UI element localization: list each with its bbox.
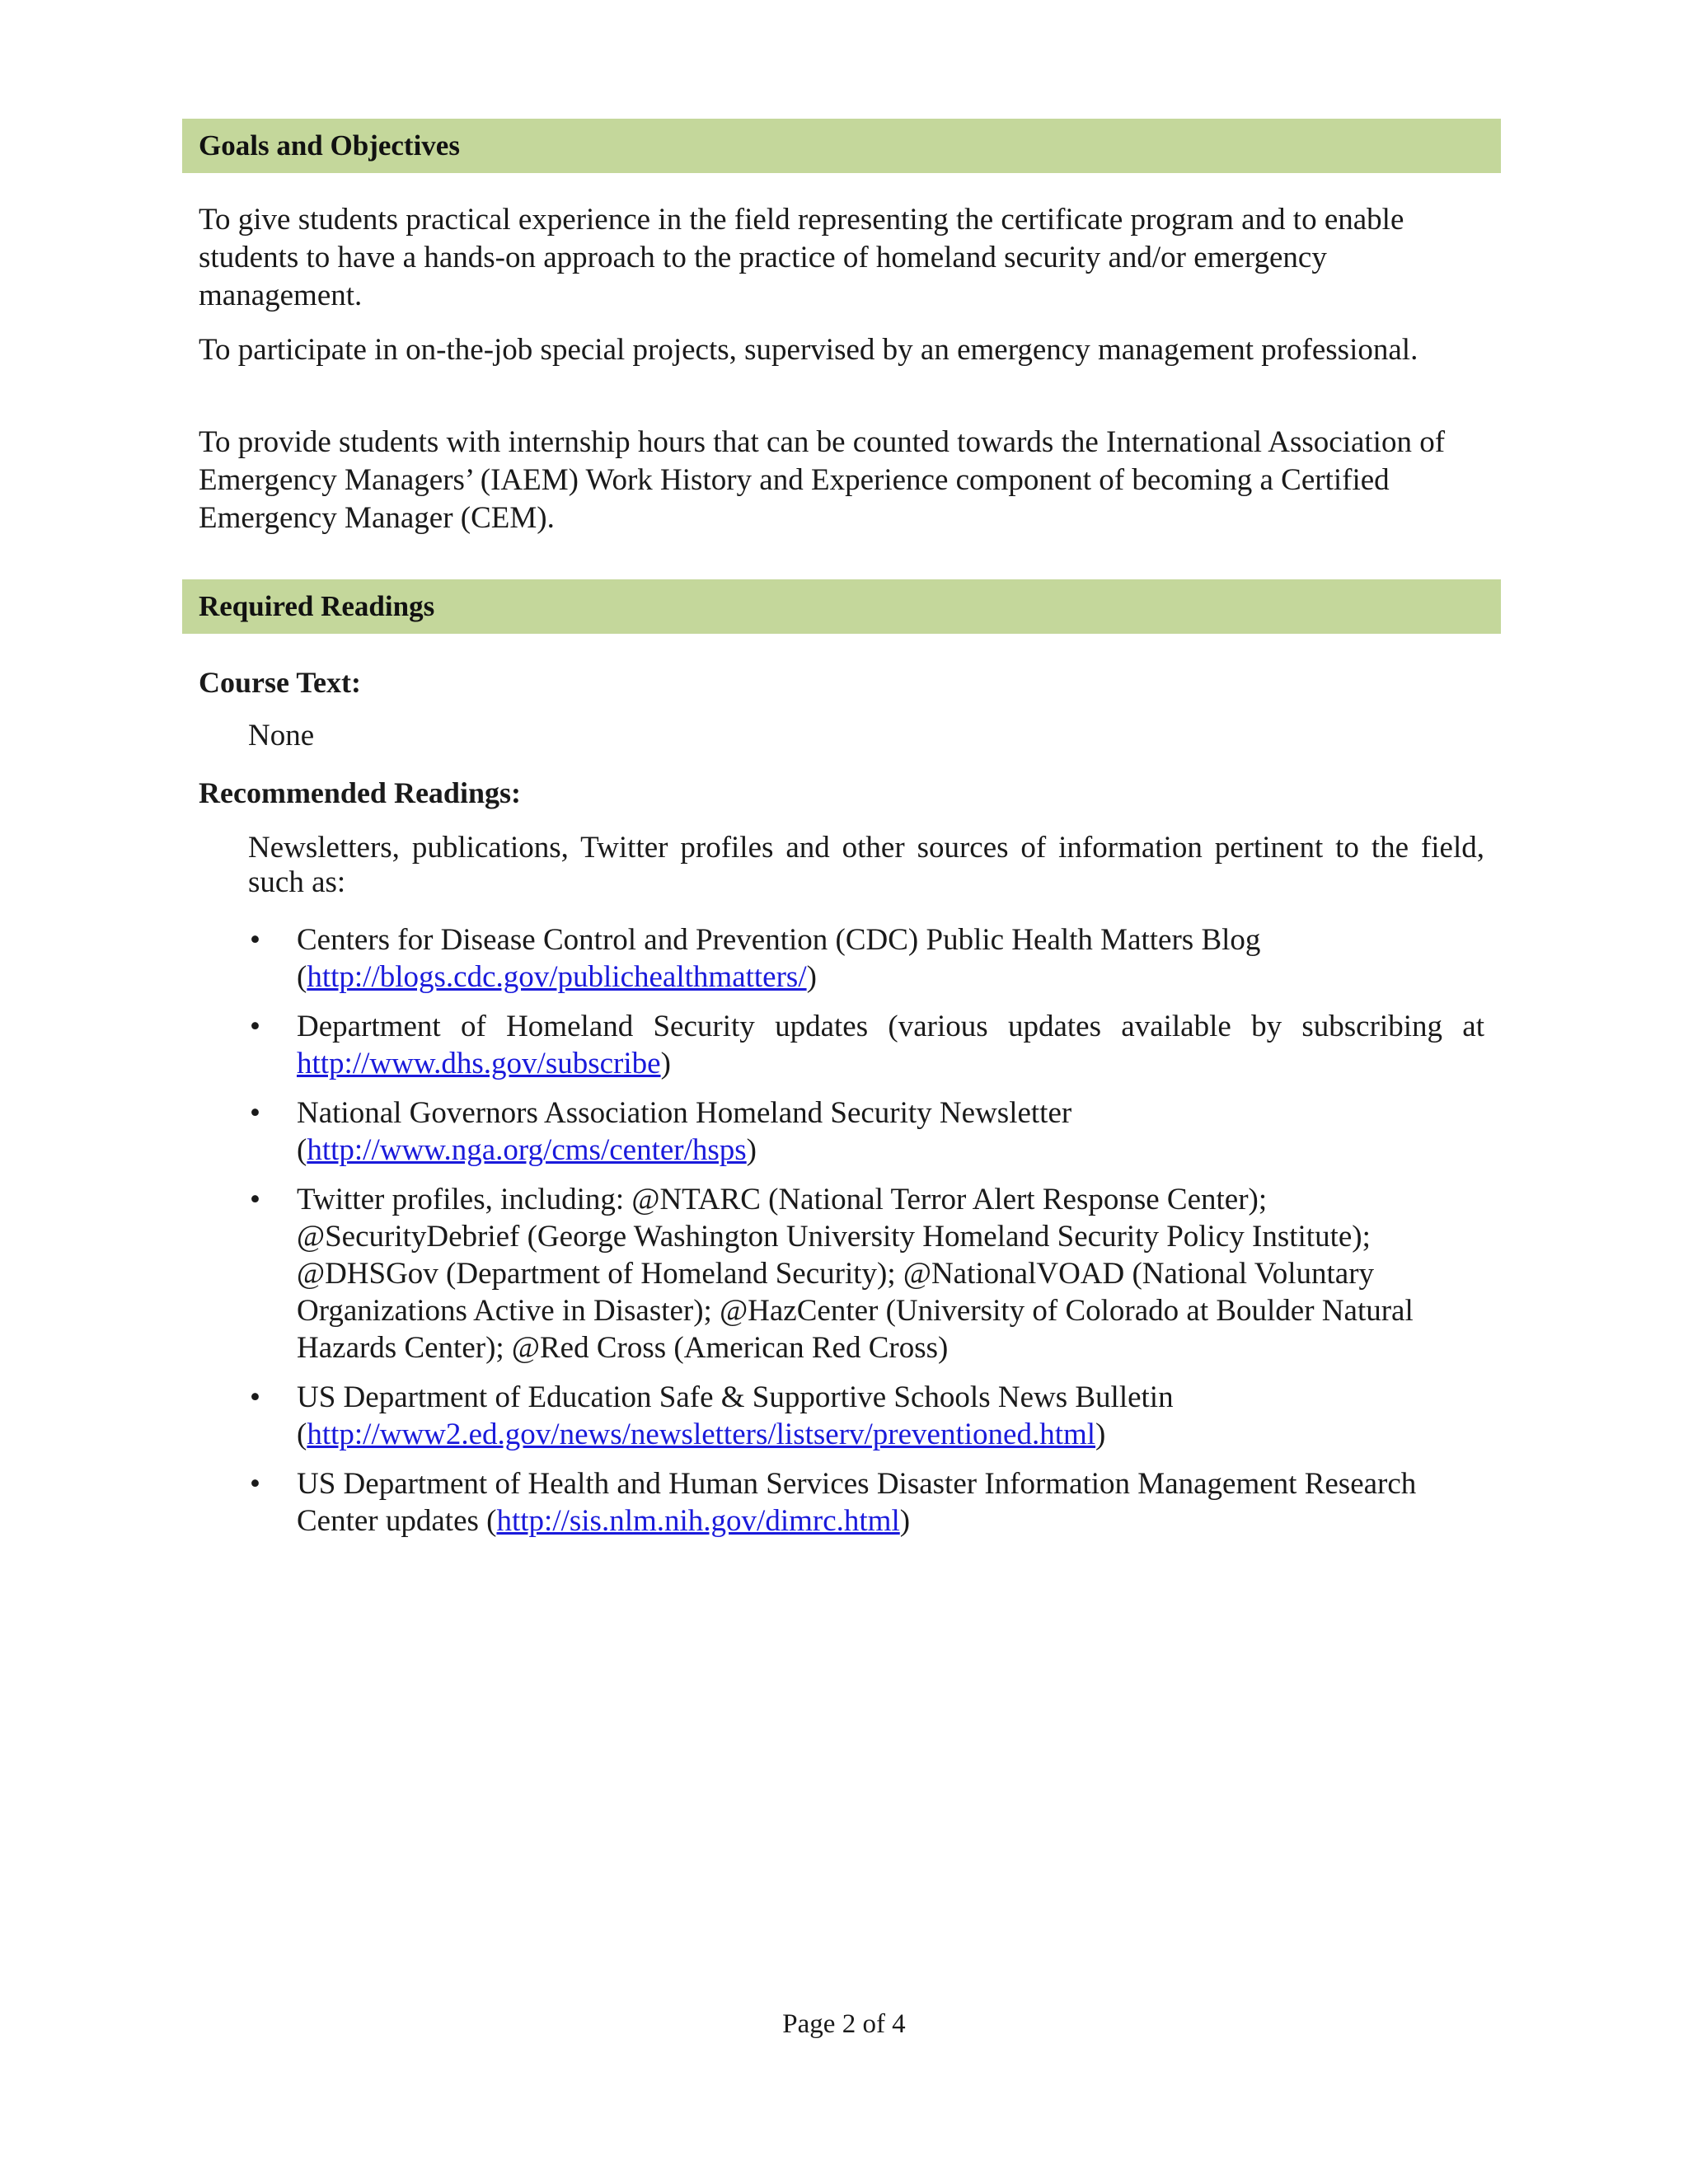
list-item-text-after: ) — [806, 960, 817, 994]
page-number: Page 2 of 4 — [782, 2009, 906, 2039]
recommended-readings-intro: Newsletters, publications, Twitter profiles and other sources of information pertinent to the field, such as: — [248, 831, 1484, 899]
course-text-label: Course Text: — [199, 666, 361, 699]
ed-gov-bulletin-link[interactable]: http://www2.ed.gov/news/newsletters/listserv/preventioned.html — [307, 1418, 1096, 1451]
list-item-text-after: ) — [1095, 1418, 1106, 1451]
list-item-text-after: ) — [746, 1133, 757, 1167]
dimrc-link[interactable]: http://sis.nlm.nih.gov/dimrc.html — [496, 1504, 900, 1538]
cdc-blog-link[interactable]: http://blogs.cdc.gov/publichealthmatters/ — [307, 960, 807, 994]
list-item — [248, 1379, 1484, 1453]
list-item-text: Twitter profiles, including: @NTARC (National Terror Alert Response Center); @SecurityDebrief (George Washington University Homeland Security Policy Institute); @DHSGov (Department of Homeland Security); @NationalVOAD (National Voluntary Organizations Active in Disaster); @HazCenter (University of Colorado at Boulder Natural Hazards Center); @Red Cross (American Red Cross) — [297, 1183, 1414, 1365]
bullet-icon: • — [250, 1096, 260, 1130]
list-item-text: Department of Homeland Security updates (various updates available by subscribing at — [297, 1010, 1484, 1043]
list-item-text: Centers for Disease Control and Prevention (CDC) Public Health Matters Blog ( — [297, 923, 1261, 994]
goals-paragraph-3: To provide students with internship hours that can be counted towards the International Association of Emergency Managers’ (IAEM) Work History and Experience component of becoming a Certified Emergency Manager (CEM). — [199, 425, 1446, 535]
list-item — [248, 1465, 1484, 1540]
goals-paragraph-2: To participate in on-the-job special projects, supervised by an emergency management professional. — [199, 333, 1418, 367]
dhs-subscribe-link[interactable]: http://www.dhs.gov/subscribe — [297, 1047, 661, 1080]
bullet-icon: • — [250, 1010, 260, 1043]
list-item — [248, 1008, 1484, 1082]
recommended-readings-list — [248, 921, 1484, 1552]
bullet-icon: • — [250, 1467, 260, 1501]
list-item-text: National Governors Association Homeland Security Newsletter ( — [297, 1096, 1072, 1167]
readings-header-label: Required Readings — [199, 590, 435, 622]
bullet-icon: • — [250, 1183, 260, 1216]
bullet-icon: • — [250, 923, 260, 957]
list-item — [248, 921, 1484, 996]
bullet-icon: • — [250, 1380, 260, 1414]
recommended-readings-label: Recommended Readings: — [199, 776, 521, 809]
nga-newsletter-link[interactable]: http://www.nga.org/cms/center/hsps — [307, 1133, 747, 1167]
goals-section-header — [182, 119, 1501, 173]
list-item-text-after: ) — [660, 1047, 671, 1080]
goals-paragraph-1: To give students practical experience in the field representing the certificate program and to enable students to have a hands-on approach to the practice of homeland security and/or emergency management. — [199, 203, 1404, 312]
list-item-text-after: ) — [899, 1504, 911, 1538]
list-item-text: US Department of Education Safe & Supportive Schools News Bulletin ( — [297, 1380, 1174, 1451]
goals-header-label: Goals and Objectives — [199, 129, 460, 162]
list-item — [248, 1181, 1484, 1366]
list-item — [248, 1094, 1484, 1169]
course-text-value: None — [248, 719, 315, 752]
readings-section-header — [182, 579, 1501, 634]
list-item-text: US Department of Health and Human Services Disaster Information Management Research Center updates ( — [297, 1467, 1417, 1538]
